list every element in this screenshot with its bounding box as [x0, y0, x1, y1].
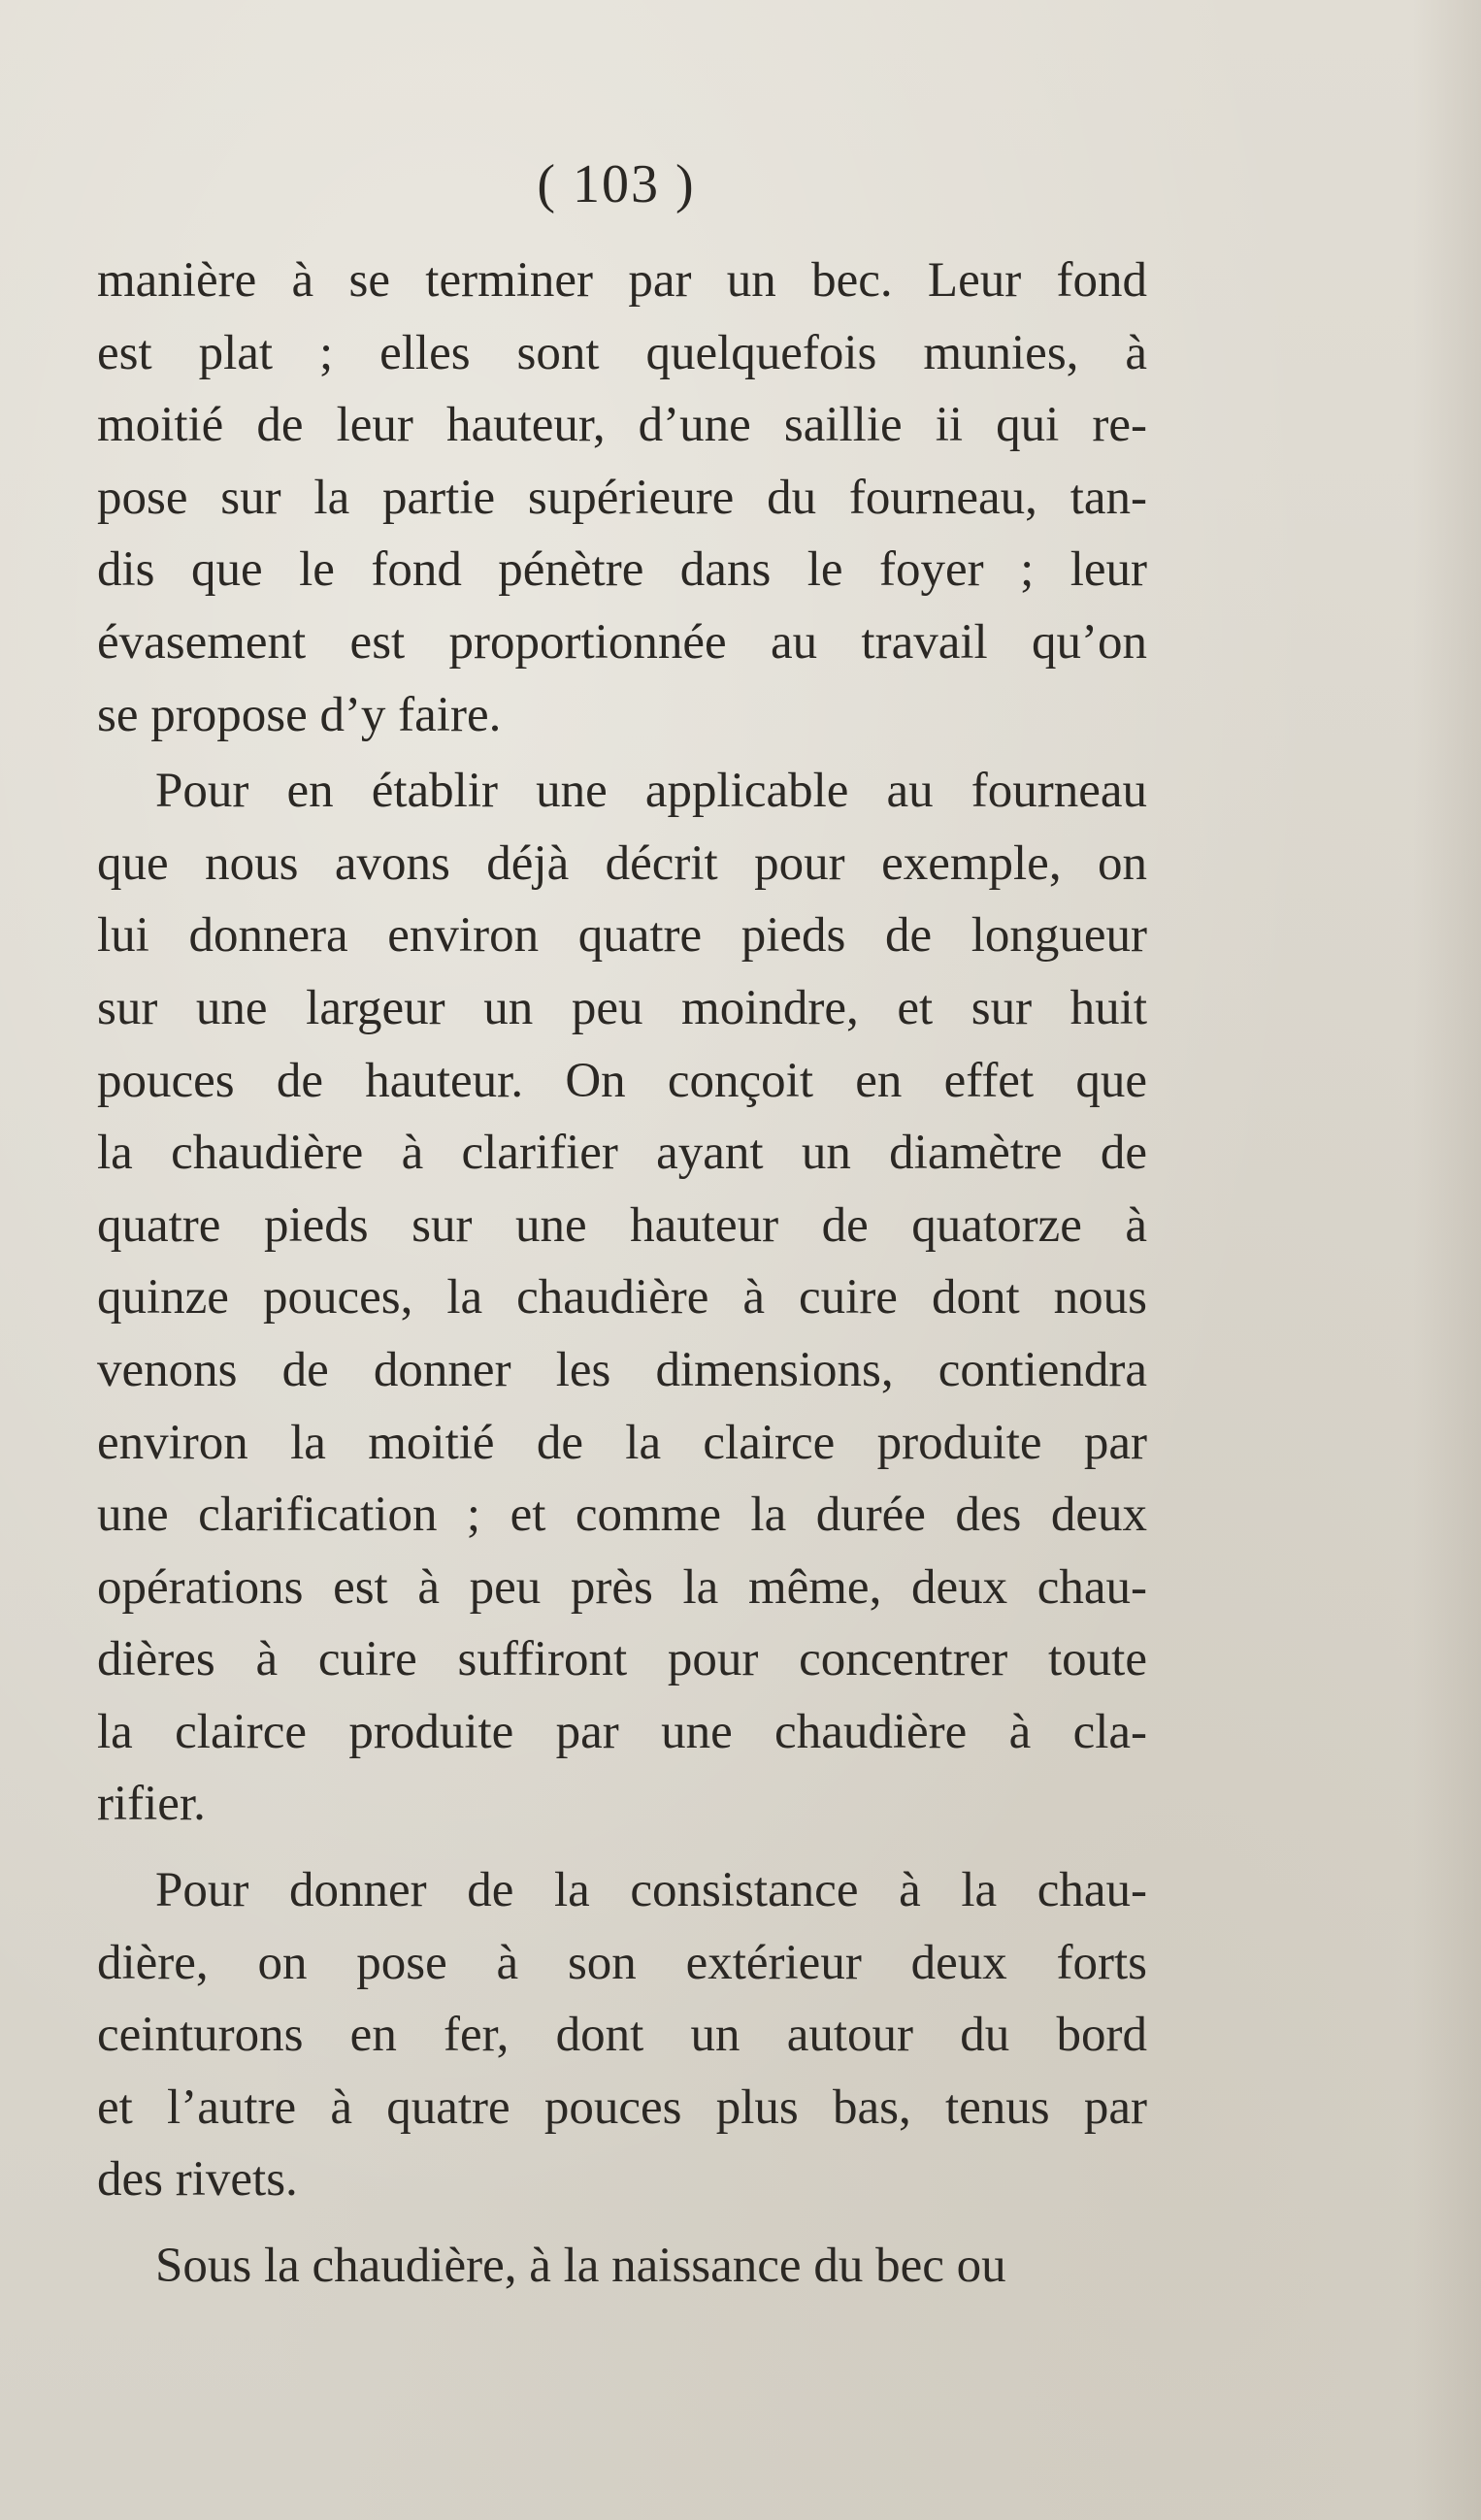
text-line: pose sur la partie supérieure du fourneau, tan-: [97, 470, 1147, 525]
text-line: dières à cuire suffiront pour concentrer toute: [97, 1632, 1147, 1687]
text-line: manière à se terminer par un bec. Leur fond: [97, 253, 1147, 308]
text-line: que nous avons déjà décrit pour exemple, on: [97, 835, 1147, 891]
text-line: opérations est à peu près la même, deux chau-: [97, 1559, 1147, 1615]
page-number: ( 103 ): [537, 154, 696, 214]
body-text: [97, 245, 1147, 2303]
text-line: se propose d’y faire.: [97, 687, 502, 742]
paragraph-start: Pour en établir une applicable au fourneau: [155, 764, 1147, 819]
text-line: dis que le fond pénètre dans le foyer ; leur: [97, 542, 1147, 598]
text-line: et l’autre à quatre pouces plus bas, tenus par: [97, 2079, 1147, 2135]
text-line: moitié de leur hauteur, d’une saillie ii qui re-: [97, 398, 1147, 453]
text-line: est plat ; elles sont quelquefois munies, à: [97, 325, 1147, 380]
text-line: la clairce produite par une chaudière à cla-: [97, 1704, 1147, 1759]
text-line: la chaudière à clarifier ayant un diamètre de: [97, 1126, 1147, 1181]
text-line: dière, on pose à son extérieur deux forts: [97, 1935, 1147, 1990]
text-line: une clarification ; et comme la durée des deux: [97, 1488, 1147, 1543]
paragraph-start: Sous la chaudière, à la naissance du bec ou: [155, 2239, 1006, 2294]
text-line: venons de donner les dimensions, contiendra: [97, 1342, 1147, 1397]
text-line: évasement est proportionnée au travail qu’on: [97, 614, 1147, 670]
text-line: environ la moitié de la clairce produite par: [97, 1415, 1147, 1470]
text-line: ceinturons en fer, dont un autour du bord: [97, 2008, 1147, 2063]
text-line: quinze pouces, la chaudière à cuire dont nous: [97, 1270, 1147, 1325]
text-line: rifier.: [97, 1777, 206, 1832]
text-line: pouces de hauteur. On conçoit en effet que: [97, 1053, 1147, 1108]
text-line: lui donnera environ quatre pieds de longueur: [97, 908, 1147, 964]
text-line: sur une largeur un peu moindre, et sur huit: [97, 980, 1147, 1035]
text-line: des rivets.: [97, 2152, 298, 2208]
text-line: quatre pieds sur une hauteur de quatorze à: [97, 1197, 1147, 1253]
paragraph-start: Pour donner de la consistance à la chau-: [155, 1863, 1147, 1918]
